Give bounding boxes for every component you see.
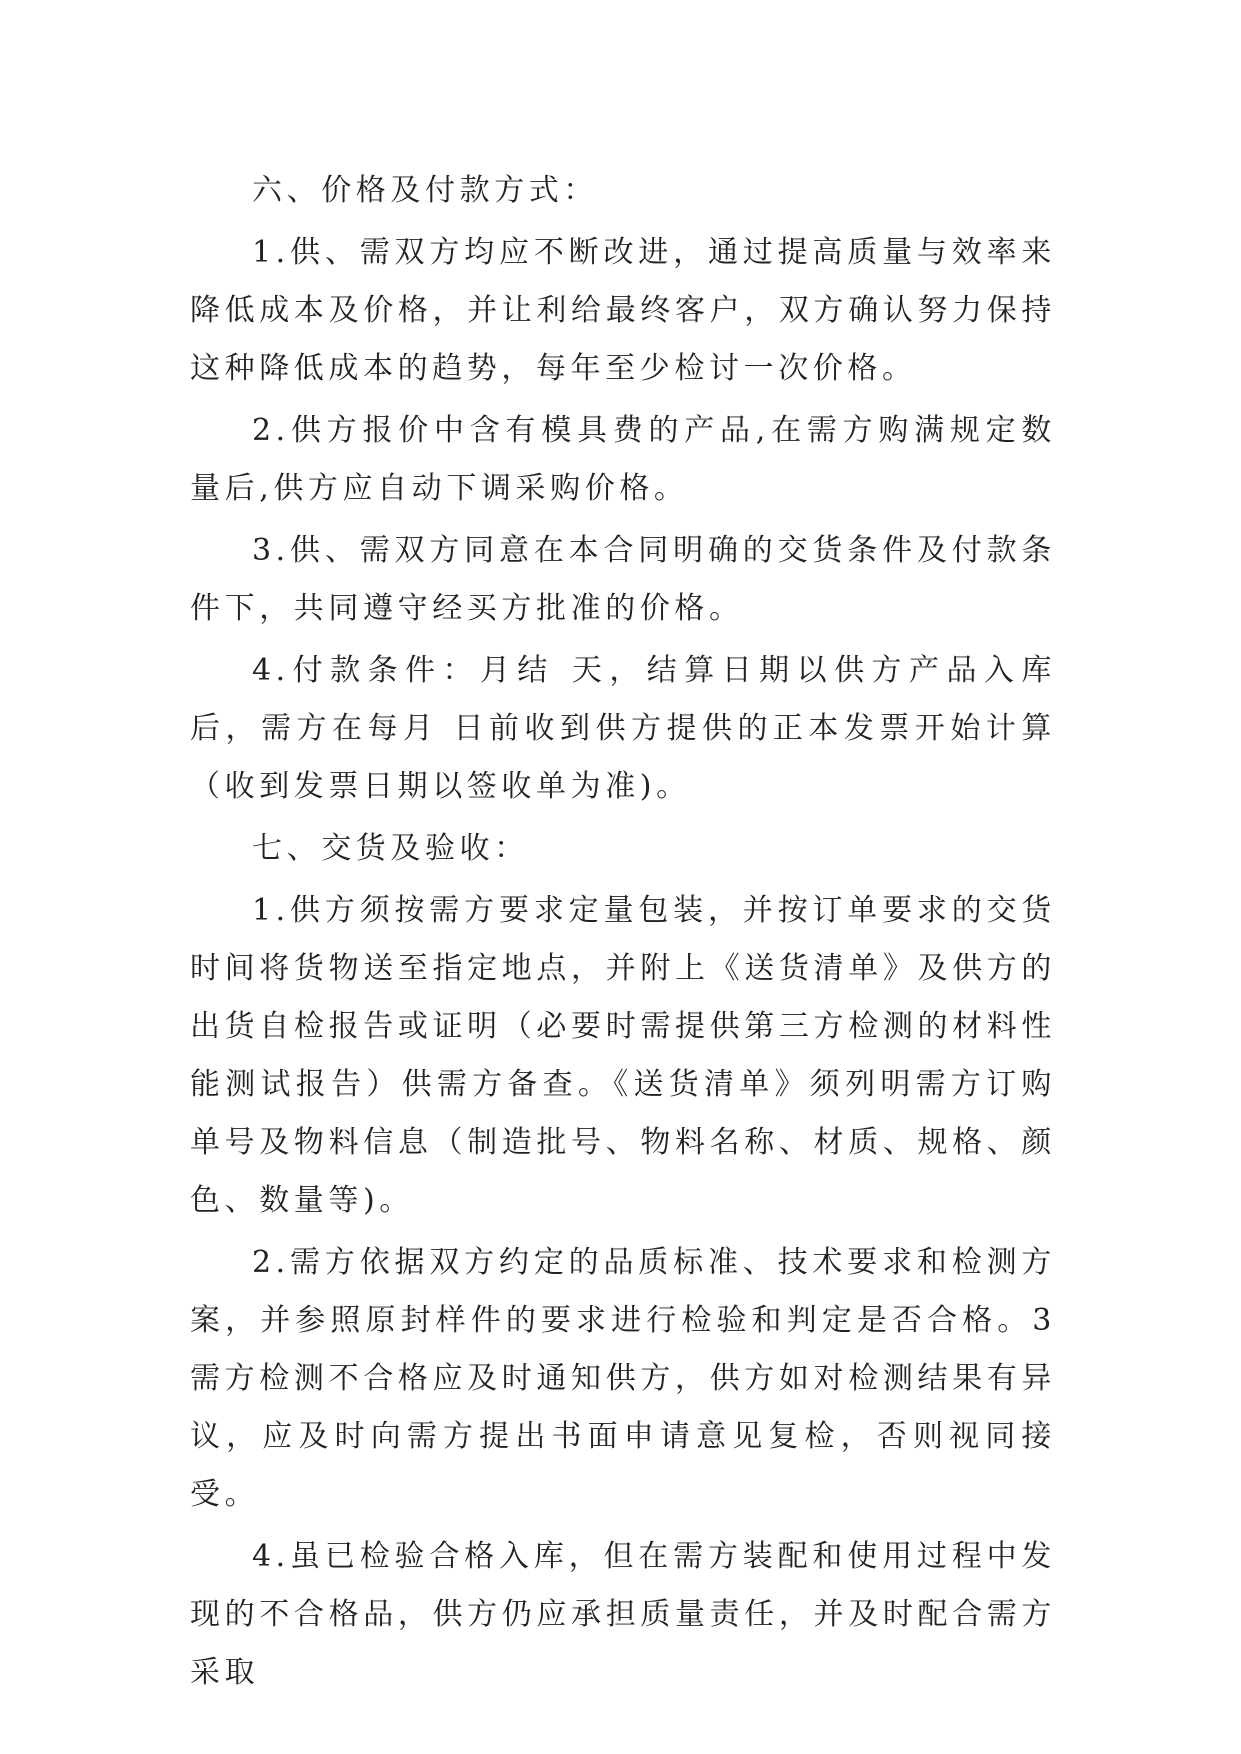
paragraph-payment-terms: 4.付款条件：月结 天，结算日期以供方产品入库后，需方在每月 日前收到供方提供的正本发票开始计算（收到发票日期以签收单为准)。 (190, 653, 1056, 804)
paragraph-price-clause-2: 2.供方报价中含有模具费的产品,在需方购满规定数量后,供方应自动下调采购价格。 (190, 413, 1056, 506)
document-body (190, 162, 1056, 1702)
paragraph-delivery-clause-2: 2.需方依据双方约定的品质标准、技术要求和检测方案，并参照原封样件的要求进行检验和判定是否合格。3需方检测不合格应及时通知供方，供方如对检测结果有异议，应及时向需方提出书面申请意见复检，否则视同接受。 (190, 1245, 1056, 1512)
section-heading-delivery-acceptance: 七、交货及验收： (252, 831, 529, 866)
paragraph-delivery-clause-1: 1.供方须按需方要求定量包装，并按订单要求的交货时间将货物送至指定地点，并附上《送货清单》及供方的出货自检报告或证明（必要时需提供第三方检测的材料性能测试报告）供需方备查。《送货清单》须列明需方订购单号及物料信息（制造批号、物料名称、材质、规格、颜色、数量等)。 (190, 893, 1056, 1218)
paragraph-delivery-clause-4: 4.虽已检验合格入库，但在需方装配和使用过程中发现的不合格品，供方仍应承担质量责任，并及时配合需方采取 (190, 1539, 1056, 1690)
section-heading-price-payment: 六、价格及付款方式： (252, 173, 598, 208)
paragraph-price-clause-3: 3.供、需双方同意在本合同明确的交货条件及付款条件下，共同遵守经买方批准的价格。 (190, 533, 1056, 626)
paragraph-price-clause-1: 1.供、需双方均应不断改进，通过提高质量与效率来降低成本及价格，并让利给最终客户，双方确认努力保持这种降低成本的趋势，每年至少检讨一次价格。 (190, 235, 1056, 386)
